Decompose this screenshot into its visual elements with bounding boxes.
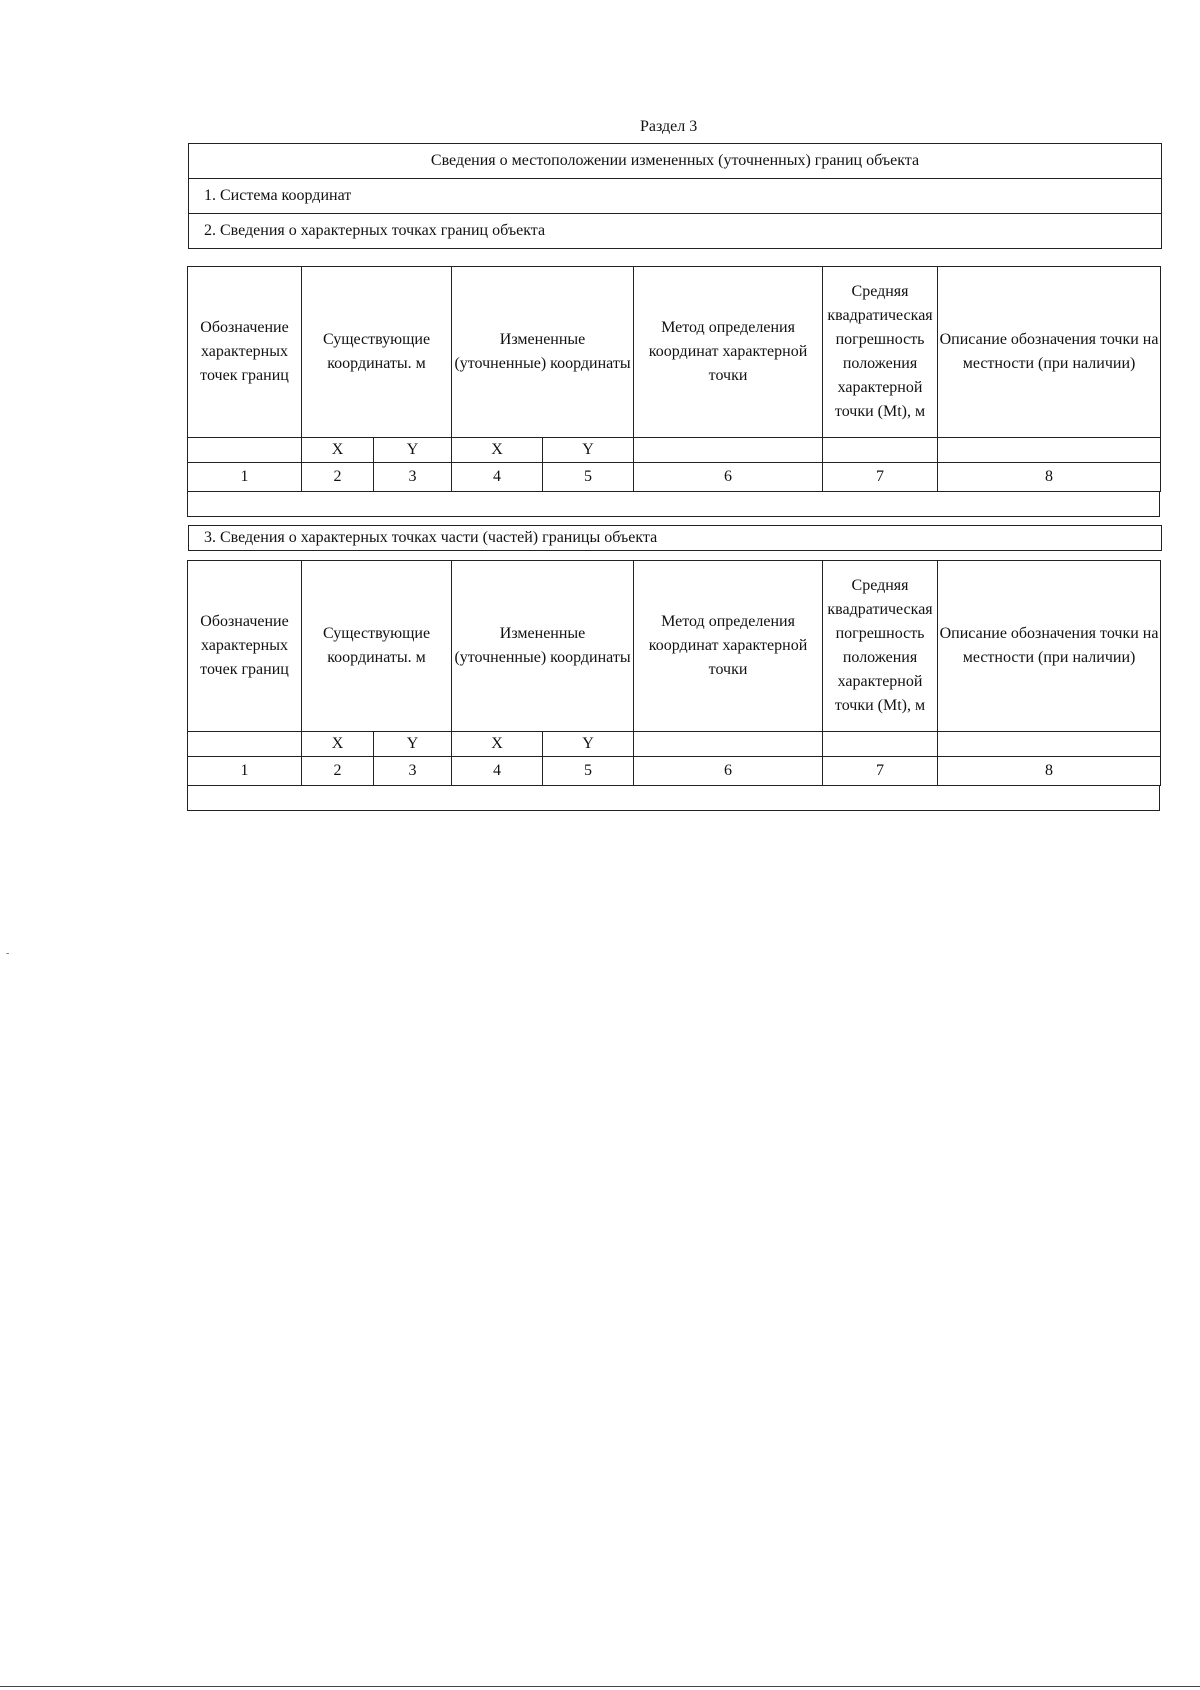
sub-y: Y bbox=[374, 438, 452, 463]
col-number: 4 bbox=[452, 757, 543, 786]
sub-y: Y bbox=[374, 732, 452, 757]
header-changed-coords: Измененные (уточненные) координаты bbox=[452, 561, 634, 732]
scan-speck: - bbox=[6, 948, 10, 959]
header-method: Метод определения координат характерной точки bbox=[634, 267, 823, 438]
section3-header-box bbox=[188, 525, 1162, 551]
section3-title: 3. Сведения о характерных точках части (частей) границы объекта bbox=[189, 526, 1162, 551]
sub-y: Y bbox=[543, 732, 634, 757]
header-method: Метод определения координат характерной точки bbox=[634, 561, 823, 732]
col-number: 2 bbox=[302, 463, 374, 492]
header-existing-coords: Существующие координаты. м bbox=[302, 267, 452, 438]
sub-x: X bbox=[452, 438, 543, 463]
header-description: Описание обозначения точки на местности (при наличии) bbox=[938, 561, 1161, 732]
points-table-2 bbox=[187, 560, 1161, 786]
header-point-designation: Обозначение характерных точек границ bbox=[188, 267, 302, 438]
sub-empty bbox=[823, 732, 938, 757]
sub-x: X bbox=[452, 732, 543, 757]
col-number: 3 bbox=[374, 757, 452, 786]
section-title: Сведения о местоположении измененных (уточненных) границ объекта bbox=[189, 144, 1162, 179]
page-bottom-line bbox=[0, 1686, 1200, 1687]
col-number: 8 bbox=[938, 757, 1161, 786]
sub-empty bbox=[938, 732, 1161, 757]
coord-system-row: 1. Система координат bbox=[189, 179, 1162, 214]
col-number: 7 bbox=[823, 757, 938, 786]
header-error: Средняя квадратическая погрешность положения характерной точки (Mt), м bbox=[823, 267, 938, 438]
col-number: 6 bbox=[634, 757, 823, 786]
header-changed-coords: Измененные (уточненные) координаты bbox=[452, 267, 634, 438]
sub-y: Y bbox=[543, 438, 634, 463]
col-number: 6 bbox=[634, 463, 823, 492]
sub-empty bbox=[938, 438, 1161, 463]
sub-empty bbox=[634, 732, 823, 757]
col-number: 1 bbox=[188, 757, 302, 786]
header-error: Средняя квадратическая погрешность положения характерной точки (Mt), м bbox=[823, 561, 938, 732]
page-title: Раздел 3 bbox=[640, 118, 698, 135]
sub-empty bbox=[188, 438, 302, 463]
boundary-points-row: 2. Сведения о характерных точках границ объекта bbox=[189, 214, 1162, 249]
points-table-1 bbox=[187, 266, 1161, 492]
col-number: 5 bbox=[543, 757, 634, 786]
col-number: 1 bbox=[188, 463, 302, 492]
header-existing-coords: Существующие координаты. м bbox=[302, 561, 452, 732]
sub-x: X bbox=[302, 732, 374, 757]
col-number: 7 bbox=[823, 463, 938, 492]
header-description: Описание обозначения точки на местности (при наличии) bbox=[938, 267, 1161, 438]
empty-data-row bbox=[187, 785, 1160, 811]
section-header-box bbox=[188, 143, 1162, 249]
col-number: 4 bbox=[452, 463, 543, 492]
col-number: 3 bbox=[374, 463, 452, 492]
col-number: 8 bbox=[938, 463, 1161, 492]
sub-empty bbox=[634, 438, 823, 463]
sub-empty bbox=[823, 438, 938, 463]
col-number: 2 bbox=[302, 757, 374, 786]
sub-empty bbox=[188, 732, 302, 757]
col-number: 5 bbox=[543, 463, 634, 492]
empty-data-row bbox=[187, 491, 1160, 517]
header-point-designation: Обозначение характерных точек границ bbox=[188, 561, 302, 732]
sub-x: X bbox=[302, 438, 374, 463]
